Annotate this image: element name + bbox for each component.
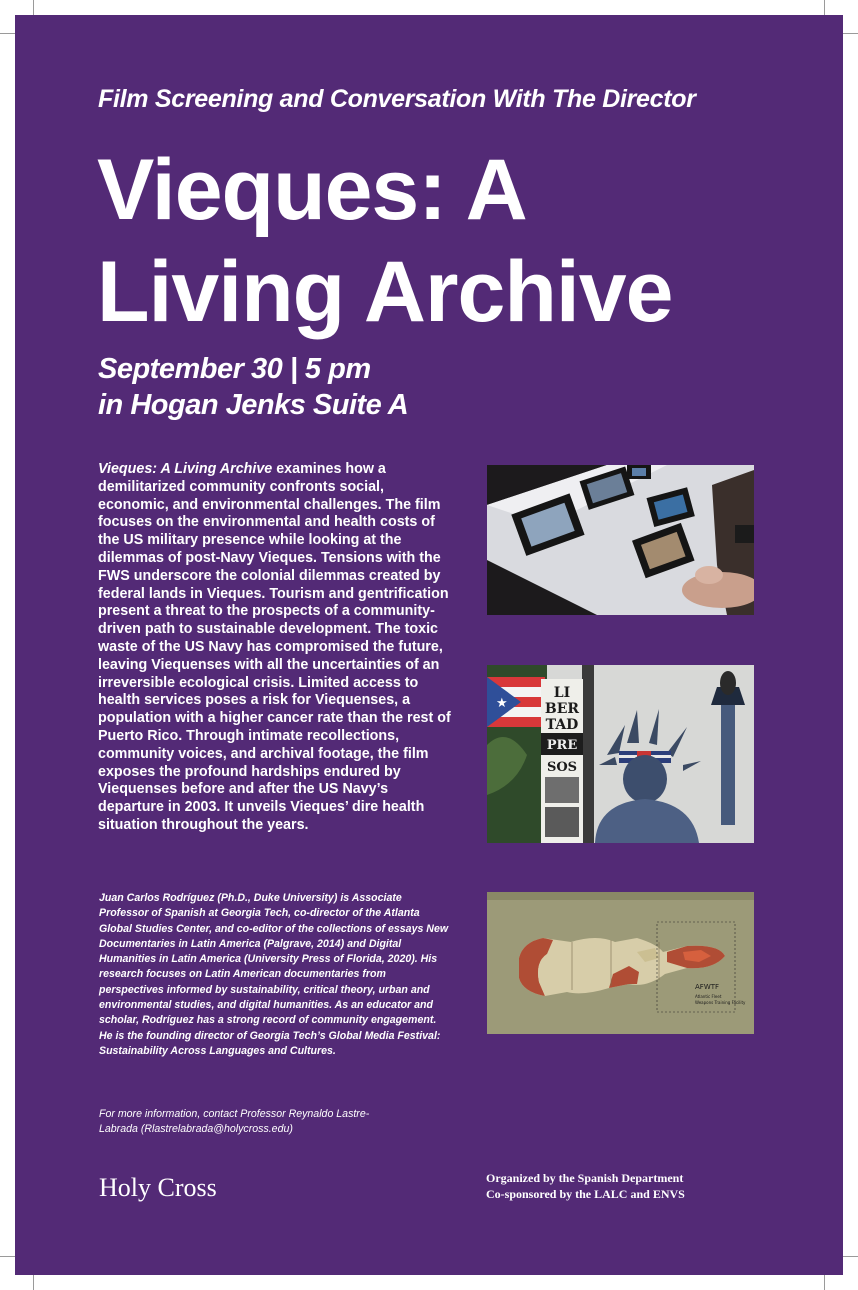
crop-mark — [842, 33, 858, 34]
film-title-line: Living Archive — [97, 244, 673, 341]
banner-text: TAD — [545, 717, 579, 733]
film-description — [98, 461, 454, 835]
event-location: in Hogan Jenks Suite A — [98, 389, 409, 422]
crop-mark — [0, 33, 16, 34]
crop-mark — [824, 0, 825, 16]
svg-text:★: ★ — [496, 696, 508, 711]
film-still-map — [487, 892, 754, 1034]
event-kicker: Film Screening and Conversation With The Director — [98, 85, 696, 113]
poster — [15, 15, 843, 1275]
organizer-line: Organized by the Spanish Department — [486, 1171, 684, 1185]
map-sublabel: Atlantic Fleet — [695, 994, 722, 999]
holy-cross-logo: Holy Cross — [99, 1173, 217, 1202]
crop-mark — [0, 1256, 16, 1257]
film-title-line: Vieques: A — [97, 142, 527, 238]
crop-mark — [842, 1256, 858, 1257]
crop-mark — [824, 1274, 825, 1290]
event-date: September 30 | 5 pm — [98, 353, 371, 385]
film-still-liberty — [487, 665, 754, 843]
contact-info: For more information, contact Professor Reynaldo Lastre-Labrada (Rlastrelabrada@holycross.edu) — [99, 1108, 370, 1135]
banner-text: LI — [553, 685, 571, 701]
event-details — [98, 351, 408, 424]
description-film-title: Vieques: A Living Archive — [98, 461, 273, 477]
cosponsor-line: Co-sponsored by the LALC and ENVS — [486, 1187, 685, 1201]
banner-text: PRE — [546, 738, 578, 753]
map-label: AFWTF — [695, 983, 720, 991]
film-title — [97, 139, 817, 344]
banner-text: BER — [544, 701, 580, 717]
puerto-rico-flag — [487, 677, 545, 727]
sponsor-credits — [486, 1170, 685, 1202]
crop-mark — [33, 1274, 34, 1290]
crop-mark — [33, 0, 34, 16]
film-still-photographs — [487, 465, 754, 615]
director-bio: Juan Carlos Rodríguez (Ph.D., Duke University) is Associate Professor of Spanish at Georgia Tech, co-director of the Atlanta Global Studies Center, and co-editor of the collections of essays New Documentaries in Latin America (Palgrave, 2014) and Digital Humanities in Latin America (University Press of Florida, 2020). His research focuses on Latin American documentaries from perspectives informed by sustainability, critical theory, urban and environmental studies, and digital humanities. As an educator and scholar, Rodríguez has a strong record of community engagement. He is the founding director of Georgia Tech’s Global Media Festival: Sustainability Across Languages and Cultures. — [99, 892, 449, 1057]
banner-text: SOS — [546, 760, 578, 775]
map-sublabel: Weapons Training Facility — [695, 1000, 746, 1005]
description-body: examines how a demilitarized community confronts social, economic, and environmental challenges. The film focuses on the environmental and health costs of the US military presence while looking at the dilemmas of post-Navy Vieques. Tensions with the FWS underscore the colonial dilemmas created by federal lands in Vieques. Tourism and gentrification present a threat to the prospects of a community-driven path to sustainable development. The toxic waste of the US Navy has compromised the future, leaving Viequenses with all the uncertainties of an irreversible ecological crisis. Limited access to health services poses a risk for Viequenses, a population with a higher cancer rate than the rest of Puerto Rico. Through intimate recollections, community voices, and archival footage, the film exposes the profound hardships endured by Viequenses before and after the US Navy’s departure in 2003. It unveils Vieques’ dire health situation throughout the years. — [98, 461, 451, 833]
